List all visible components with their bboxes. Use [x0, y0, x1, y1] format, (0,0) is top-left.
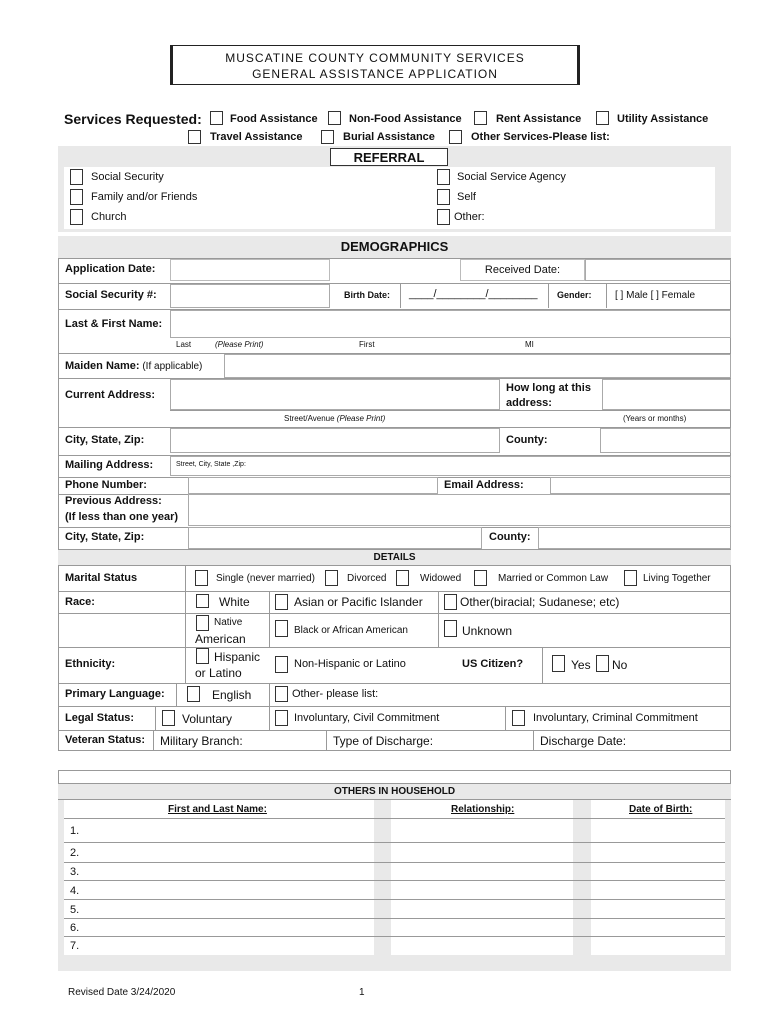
primary-language-label: Primary Language: [65, 688, 165, 700]
legal-status-label: Legal Status: [65, 712, 135, 724]
street-hint [284, 414, 385, 423]
received-date-field[interactable] [585, 259, 731, 281]
referral-social-security-label: Social Security [91, 171, 164, 183]
referral-self-checkbox[interactable] [437, 189, 450, 205]
race-native-checkbox[interactable] [196, 615, 209, 631]
city-state-zip-2-label: City, State, Zip: [65, 531, 145, 543]
travel-assistance-label: Travel Assistance [210, 131, 303, 143]
marital-married-checkbox[interactable] [474, 570, 487, 586]
military-branch-label: Military Branch: [160, 734, 243, 748]
non-food-assistance-label: Non-Food Assistance [349, 113, 462, 125]
revised-date: Revised Date 3/24/2020 [68, 987, 176, 998]
household-row-7[interactable]: 7. [70, 940, 80, 952]
received-date-label: Received Date: [484, 264, 561, 276]
citizen-no-label: No [612, 658, 628, 672]
utility-assistance-checkbox[interactable] [596, 111, 609, 125]
city-state-zip-2-field[interactable] [188, 527, 482, 549]
email-field[interactable] [550, 477, 731, 494]
other-services-checkbox[interactable] [449, 130, 462, 144]
application-date-field[interactable] [170, 259, 330, 281]
referral-other-checkbox[interactable] [437, 209, 450, 225]
household-col-relationship: Relationship: [451, 804, 515, 815]
discharge-date-label: Discharge Date: [540, 734, 627, 748]
name-print-hint: (Please Print) [215, 340, 264, 349]
language-other-checkbox[interactable] [275, 686, 288, 702]
language-english-checkbox[interactable] [187, 686, 200, 702]
race-other-label: Other(biracial; Sudanese; etc) [460, 595, 620, 609]
mailing-hint: Street, City, State ,Zip: [176, 461, 246, 468]
ssn-label: Social Security #: [65, 289, 157, 301]
race-label: Race: [65, 596, 95, 608]
county-2-field[interactable] [538, 527, 731, 549]
name-mi-hint: MI [525, 340, 534, 349]
race-other-checkbox[interactable] [444, 594, 457, 610]
race-unknown-checkbox[interactable] [444, 620, 457, 637]
application-date-label: Application Date: [65, 263, 156, 275]
ethnicity-hispanic-label-1: Hispanic [214, 650, 261, 664]
email-label: Email Address: [444, 479, 524, 491]
rent-assistance-label: Rent Assistance [496, 113, 582, 125]
household-col-dob: Date of Birth: [629, 804, 693, 815]
food-assistance-label: Food Assistance [230, 113, 318, 125]
legal-civil-label: Involuntary, Civil Commitment [294, 712, 440, 724]
burial-assistance-label: Burial Assistance [343, 131, 435, 143]
race-native-label-1: Native [214, 617, 243, 628]
county-label: County: [506, 434, 548, 446]
race-asian-checkbox[interactable] [275, 594, 288, 610]
ethnicity-non-hispanic-label: Non-Hispanic or Latino [294, 658, 406, 670]
name-field[interactable] [170, 310, 731, 338]
name-first-hint: First [359, 340, 375, 349]
marital-widowed-checkbox[interactable] [396, 570, 409, 586]
referral-agency-checkbox[interactable] [437, 169, 450, 185]
household-right-gutter [725, 800, 731, 955]
race-unknown-label: Unknown [462, 624, 513, 638]
travel-assistance-checkbox[interactable] [188, 130, 201, 144]
race-native-label-2: American [195, 632, 246, 646]
header-line-2: GENERAL ASSISTANCE APPLICATION [252, 67, 498, 81]
legal-voluntary-label: Voluntary [182, 712, 233, 726]
birth-date-field[interactable]: ____/________/________ [409, 288, 538, 300]
household-footer-bar [58, 955, 731, 971]
utility-assistance-label: Utility Assistance [617, 113, 709, 125]
referral-family-checkbox[interactable] [70, 189, 83, 205]
details-title: DETAILS [373, 552, 416, 563]
phone-label: Phone Number: [65, 479, 147, 491]
non-food-assistance-checkbox[interactable] [328, 111, 341, 125]
race-asian-label: Asian or Pacific Islander [294, 595, 423, 609]
household-row-1[interactable]: 1. [70, 825, 80, 837]
household-mid-gutter-1 [374, 800, 391, 955]
previous-address-label-2: (If less than one year) [65, 511, 179, 523]
mailing-address-field[interactable] [170, 456, 731, 476]
burial-assistance-checkbox[interactable] [321, 130, 334, 144]
marital-divorced-label: Divorced [347, 573, 387, 584]
maiden-name-bold: Maiden Name: [65, 360, 140, 372]
household-row-5[interactable]: 5. [70, 904, 80, 916]
city-state-zip-label: City, State, Zip: [65, 434, 145, 446]
marital-divorced-checkbox[interactable] [325, 570, 338, 586]
demographics-title: DEMOGRAPHICS [340, 239, 449, 254]
household-row-2[interactable]: 2. [70, 847, 80, 859]
race-white-label: White [219, 595, 250, 609]
citizen-yes-label: Yes [571, 658, 591, 672]
name-label: Last & First Name: [65, 318, 163, 330]
how-long-field[interactable] [602, 379, 731, 410]
household-col-name: First and Last Name: [168, 804, 267, 815]
referral-other-label: Other: [454, 211, 485, 223]
street-print-hint: (Please Print) [336, 414, 386, 423]
referral-church-checkbox[interactable] [70, 209, 83, 225]
street-hint-text: Street/Avenue [284, 414, 335, 423]
received-date-label-cell [460, 259, 585, 281]
citizen-no-checkbox[interactable] [596, 655, 609, 672]
marital-living-together-checkbox[interactable] [624, 570, 637, 586]
mailing-address-label: Mailing Address: [65, 459, 154, 471]
referral-social-security-checkbox[interactable] [70, 169, 83, 185]
race-black-label: Black or African American [294, 625, 408, 636]
language-other-label: Other- please list: [292, 688, 379, 700]
header-box [170, 45, 580, 85]
citizen-yes-checkbox[interactable] [552, 655, 565, 672]
previous-address-field[interactable] [188, 494, 731, 526]
ethnicity-non-hispanic-checkbox[interactable] [275, 656, 288, 673]
marital-single-label: Single (never married) [216, 573, 315, 584]
gender-options[interactable]: [ ] Male [ ] Female [615, 290, 696, 301]
referral-family-label: Family and/or Friends [91, 191, 198, 203]
other-services-label: Other Services-Please list: [471, 131, 610, 143]
maiden-name-label [65, 360, 202, 372]
marital-status-label: Marital Status [65, 572, 138, 584]
household-mid-gutter-2 [573, 800, 591, 955]
city-state-zip-field[interactable] [170, 428, 500, 453]
race-black-checkbox[interactable] [275, 620, 288, 637]
county-field[interactable] [600, 428, 731, 453]
household-row-3[interactable]: 3. [70, 866, 80, 878]
previous-address-label-1: Previous Address: [65, 495, 162, 507]
marital-married-label: Married or Common Law [498, 573, 609, 584]
ethnicity-hispanic-checkbox[interactable] [196, 648, 209, 664]
ethnicity-label: Ethnicity: [65, 658, 116, 670]
marital-living-together-label: Living Together [643, 573, 711, 584]
household-row-4[interactable]: 4. [70, 885, 80, 897]
maiden-name-note: (If applicable) [139, 361, 203, 372]
county-2-label: County: [489, 531, 531, 543]
veteran-status-label: Veteran Status: [65, 734, 146, 746]
years-hint: (Years or months) [623, 414, 687, 423]
rent-assistance-checkbox[interactable] [474, 111, 487, 125]
ethnicity-hispanic-label-2: or Latino [195, 666, 242, 680]
phone-field[interactable] [188, 477, 438, 494]
household-frame [58, 770, 731, 971]
legal-civil-checkbox[interactable] [275, 710, 288, 726]
marital-single-checkbox[interactable] [195, 570, 208, 586]
page-number: 1 [359, 987, 365, 998]
gender-label: Gender: [557, 290, 592, 300]
services-label: Services Requested: [64, 111, 202, 127]
household-title: OTHERS IN HOUSEHOLD [333, 786, 456, 797]
language-english-label: English [212, 688, 252, 702]
header-line-1: MUSCATINE COUNTY COMMUNITY SERVICES [225, 51, 525, 65]
discharge-type-label: Type of Discharge: [333, 734, 434, 748]
referral-church-label: Church [91, 211, 127, 223]
maiden-name-field[interactable] [224, 354, 731, 378]
legal-criminal-checkbox[interactable] [512, 710, 525, 726]
name-last-hint: Last [176, 340, 192, 349]
household-row-6[interactable]: 6. [70, 922, 80, 934]
food-assistance-checkbox[interactable] [210, 111, 223, 125]
us-citizen-label: US Citizen? [462, 658, 524, 670]
legal-voluntary-checkbox[interactable] [162, 710, 175, 726]
current-address-field[interactable] [170, 379, 500, 410]
referral-agency-label: Social Service Agency [457, 171, 566, 183]
marital-widowed-label: Widowed [420, 573, 462, 584]
current-address-label: Current Address: [65, 389, 156, 401]
household-left-gutter [58, 800, 64, 955]
legal-criminal-label: Involuntary, Criminal Commitment [533, 712, 698, 724]
race-white-checkbox[interactable] [196, 594, 209, 608]
how-long-label: How long at this address: [506, 382, 591, 409]
ssn-field[interactable] [170, 284, 330, 308]
referral-title: REFERRAL [330, 148, 448, 166]
referral-self-label: Self [457, 191, 476, 203]
birth-date-label: Birth Date: [344, 290, 391, 300]
